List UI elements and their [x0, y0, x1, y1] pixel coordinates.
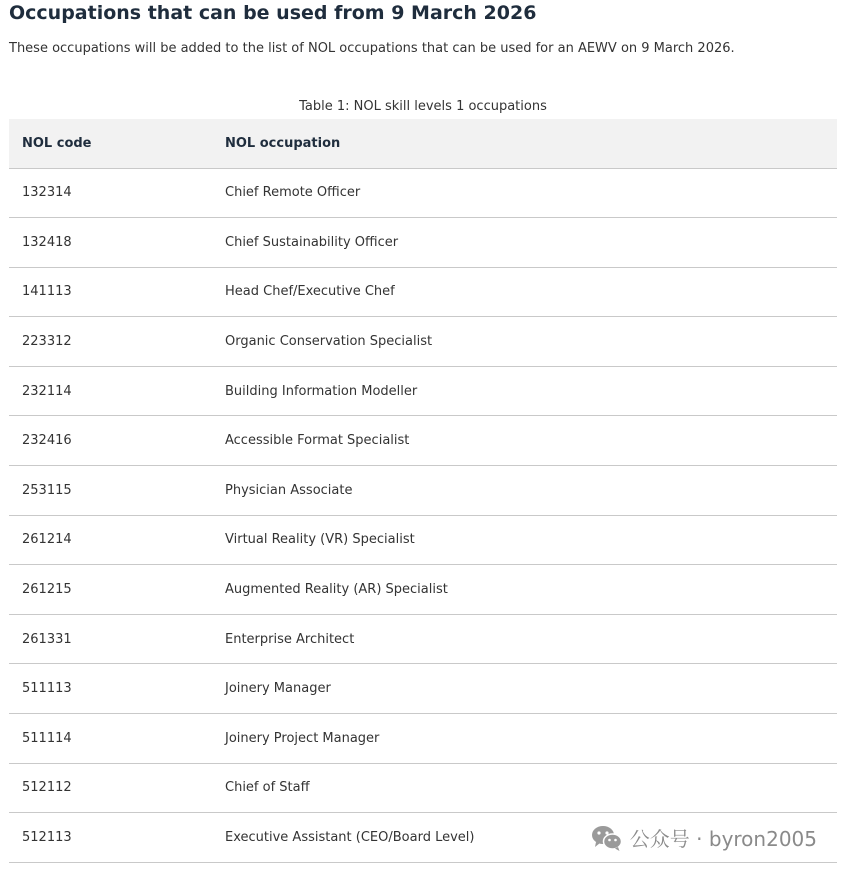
- table-row: [9, 366, 837, 416]
- table-row: [9, 763, 837, 813]
- nol-code-cell: 253115: [9, 466, 212, 516]
- wechat-icon: [591, 824, 623, 852]
- nol-occupation-cell: Virtual Reality (VR) Specialist: [212, 515, 837, 565]
- nol-code-cell: 132314: [9, 168, 212, 218]
- nol-code-cell: 512113: [9, 813, 212, 863]
- table-row: [9, 168, 837, 218]
- nol-code-cell: 132418: [9, 218, 212, 268]
- nol-occupation-cell: Chief Sustainability Officer: [212, 218, 837, 268]
- nol-occupation-cell: Building Information Modeller: [212, 366, 837, 416]
- table-row: [9, 515, 837, 565]
- table-caption: Table 1: NOL skill levels 1 occupations: [299, 99, 547, 114]
- nol-code-cell: 261214: [9, 515, 212, 565]
- nol-code-cell: 512112: [9, 763, 212, 813]
- nol-code-cell: 232114: [9, 366, 212, 416]
- table-row: [9, 565, 837, 615]
- table-row: [9, 218, 837, 268]
- nol-occupation-cell: Head Chef/Executive Chef: [212, 267, 837, 317]
- table-row: [9, 317, 837, 367]
- nol-occupation-cell: Joinery Manager: [212, 664, 837, 714]
- table-row: [9, 416, 837, 466]
- table-row: [9, 466, 837, 516]
- table-row: [9, 614, 837, 664]
- nol-occupation-cell: Chief of Staff: [212, 763, 837, 813]
- table-header-row: [9, 119, 837, 168]
- wechat-watermark: [591, 823, 817, 852]
- table-row: [9, 714, 837, 764]
- watermark-text: 公众号 · byron2005: [629, 827, 817, 851]
- nol-code-cell: 511114: [9, 714, 212, 764]
- nol-occupation-cell: Joinery Project Manager: [212, 714, 837, 764]
- nol-occupation-cell: Physician Associate: [212, 466, 837, 516]
- nol-occupation-cell: Augmented Reality (AR) Specialist: [212, 565, 837, 615]
- occupations-table: [9, 119, 837, 863]
- column-header-nol-occupation: NOL occupation: [212, 119, 837, 168]
- table-row: [9, 664, 837, 714]
- nol-code-cell: 232416: [9, 416, 212, 466]
- nol-code-cell: 511113: [9, 664, 212, 714]
- nol-occupation-cell: Chief Remote Officer: [212, 168, 837, 218]
- table-row: [9, 267, 837, 317]
- nol-code-cell: 223312: [9, 317, 212, 367]
- column-header-nol-code: NOL code: [9, 119, 212, 168]
- nol-occupation-cell: Accessible Format Specialist: [212, 416, 837, 466]
- page-heading: Occupations that can be used from 9 March 2026: [9, 2, 537, 24]
- table-body: [9, 168, 837, 862]
- intro-paragraph: These occupations will be added to the list of NOL occupations that can be used for an AEWV on 9 March 2026.: [9, 41, 735, 56]
- nol-code-cell: 261215: [9, 565, 212, 615]
- nol-code-cell: 141113: [9, 267, 212, 317]
- nol-occupation-cell: Organic Conservation Specialist: [212, 317, 837, 367]
- nol-code-cell: 261331: [9, 614, 212, 664]
- nol-occupation-cell: Executive Assistant (CEO/Board Level): [212, 813, 837, 863]
- nol-occupation-cell: Enterprise Architect: [212, 614, 837, 664]
